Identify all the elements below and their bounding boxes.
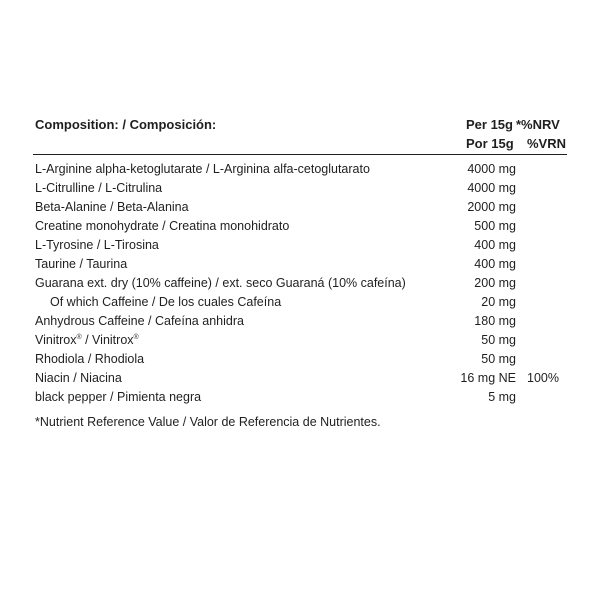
nrv-footnote: *Nutrient Reference Value / Valor de Referencia de Nutrientes. — [35, 415, 381, 429]
ingredient-name: Creatine monohydrate / Creatina monohidrato — [35, 219, 290, 233]
ingredient-amount: 50 mg — [481, 333, 516, 347]
per-serving-header-es: Por 15g — [466, 136, 514, 151]
ingredient-amount: 500 mg — [474, 219, 516, 233]
ingredient-name — [35, 331, 139, 350]
per-serving-header-en: Per 15g — [466, 117, 513, 132]
ingredient-name: Beta-Alanine / Beta-Alanina — [35, 200, 189, 214]
ingredient-amount: 180 mg — [474, 314, 516, 328]
ingredient-amount: 50 mg — [481, 352, 516, 366]
nrv-header-en: *%NRV — [516, 117, 560, 132]
ingredient-amount: 2000 mg — [467, 200, 516, 214]
ingredient-name: L-Tyrosine / L-Tirosina — [35, 238, 159, 252]
table-row — [0, 236, 600, 255]
ingredient-name: Rhodiola / Rhodiola — [35, 352, 145, 366]
composition-title: Composition: / Composición: — [35, 117, 217, 132]
ingredient-name: black pepper / Pimienta negra — [35, 390, 202, 404]
ingredient-nrv: 100% — [527, 371, 559, 385]
table-row — [0, 312, 600, 331]
ingredient-name: L-Citrulline / L-Citrulina — [35, 181, 163, 195]
registered-mark: ® — [133, 334, 139, 341]
ingredient-name: Anhydrous Caffeine / Cafeína anhidra — [35, 314, 244, 328]
ingredient-amount: 4000 mg — [467, 181, 516, 195]
registered-mark: ® — [76, 334, 82, 341]
ingredient-amount: 16 mg NE — [460, 371, 516, 385]
ingredient-amount: 400 mg — [474, 238, 516, 252]
ingredient-name-sub: Of which Caffeine / De los cuales Cafeína — [50, 295, 282, 309]
ingredient-amount: 4000 mg — [467, 162, 516, 176]
ingredient-amount: 20 mg — [481, 295, 516, 309]
table-row — [0, 350, 600, 369]
table-row — [0, 160, 600, 179]
ingredient-amount: 400 mg — [474, 257, 516, 271]
ingredient-name: Niacin / Niacina — [35, 371, 122, 385]
vinitrox-es: / Vinitrox — [81, 333, 134, 347]
ingredient-name: L-Arginine alpha-ketoglutarate / L-Arginina alfa-cetoglutarato — [35, 162, 370, 176]
table-row — [0, 255, 600, 274]
header-divider — [33, 154, 567, 155]
vinitrox-en: Vinitrox — [35, 333, 77, 347]
table-row — [0, 388, 600, 407]
table-row — [0, 293, 600, 312]
nrv-header-es: %VRN — [527, 136, 567, 151]
ingredient-name: Guarana ext. dry (10% caffeine) / ext. seco Guaraná (10% cafeína) — [35, 276, 406, 290]
ingredient-name: Taurine / Taurina — [35, 257, 128, 271]
table-row — [0, 217, 600, 236]
table-row — [0, 274, 600, 293]
ingredient-amount: 5 mg — [488, 390, 516, 404]
table-row — [0, 369, 600, 388]
table-row — [0, 198, 600, 217]
table-row — [0, 331, 600, 350]
ingredient-amount: 200 mg — [474, 276, 516, 290]
table-row — [0, 179, 600, 198]
